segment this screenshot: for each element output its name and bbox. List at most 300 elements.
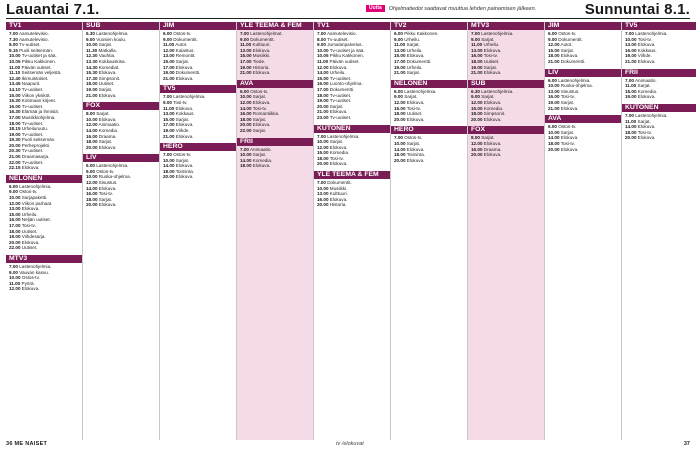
program-time: 13.00 — [163, 53, 175, 59]
program-title: Sarjat. — [329, 103, 344, 109]
listing-column — [6, 22, 82, 440]
program-title: Tiede. — [252, 58, 266, 64]
program-title: Elokuva. — [637, 58, 656, 64]
program-title: Simpsonit. — [98, 75, 121, 81]
program-title: Kulttuuri. — [329, 191, 348, 197]
program-entry — [468, 152, 544, 158]
program-title: Urheilu. — [406, 47, 423, 53]
program-time: 15.00 — [240, 53, 252, 59]
program-title: Elokuva. — [175, 64, 194, 70]
program-time: 9.00 — [86, 168, 95, 174]
program-title: Elokuva. — [98, 116, 117, 122]
program-time: 7.00 — [317, 133, 326, 139]
program-time: 11.00 — [625, 83, 637, 89]
program-time: 10.00 — [317, 185, 329, 191]
program-time: 21.00 — [548, 105, 560, 111]
program-title: Tosi-tv. — [406, 105, 421, 111]
program-title: Kulttuuri. — [252, 42, 271, 48]
program-title: Päivän uutiset. — [21, 64, 52, 70]
program-time: 19.00 — [317, 98, 329, 104]
program-time: 14.00 — [240, 157, 252, 163]
channel-block — [391, 80, 467, 123]
program-time: 18.00 — [9, 120, 21, 126]
program-title: Puoli seitsemän. — [19, 47, 53, 53]
program-title: Sarjat. — [481, 94, 495, 100]
program-title: Elokuva. — [329, 144, 348, 150]
channel-block — [545, 115, 621, 152]
program-time: 11.00 — [317, 58, 329, 64]
program-time: 16.00 — [625, 47, 637, 53]
program-time: 16.30 — [9, 109, 21, 115]
program-time: 7.00 — [163, 94, 172, 100]
program-title: Simpsonit. — [483, 111, 506, 117]
listing-column — [468, 22, 544, 440]
program-time: 12.00 — [9, 200, 21, 206]
footer-right: 37 — [683, 441, 690, 447]
program-time: 14.00 — [394, 146, 406, 152]
program-time: 22.00 — [240, 127, 252, 133]
channel-block — [83, 154, 159, 208]
program-time: 10.05 — [317, 53, 329, 59]
program-time: 23.00 — [317, 114, 329, 120]
program-time: 12.00 — [86, 122, 98, 128]
program-title: Neljän uutiset. — [21, 217, 51, 223]
channel-block — [160, 143, 236, 180]
program-title: Jumalanpalvelus. — [327, 42, 363, 48]
program-time: 10.00 — [394, 140, 406, 146]
program-time: 18.00 — [394, 152, 406, 158]
program-time: 21.00 — [9, 154, 21, 160]
program-title: Sarjat. — [175, 58, 190, 64]
program-time: 7.00 — [317, 31, 326, 36]
channel-name: NELONEN — [391, 80, 467, 88]
program-title: Historia. — [252, 64, 270, 70]
program-time: 15.00 — [471, 105, 483, 111]
program-title: Tosi-tv. — [252, 105, 267, 111]
program-title: Viikon parhaat. — [21, 200, 53, 206]
channel-block — [622, 22, 696, 65]
program-time: 13.45 — [9, 81, 21, 87]
program-title: Elokuva. — [252, 99, 271, 105]
program-entry — [237, 70, 313, 76]
program-title: Lastenohjelmia. — [96, 31, 129, 36]
program-title: Lastenohjelmia. — [173, 94, 206, 100]
program-title: Lastenohjelmia. — [327, 133, 360, 139]
program-title: Tv-uutiset. — [21, 159, 44, 165]
program-time: 8.00 — [86, 111, 95, 117]
program-time: 9.00 — [9, 269, 18, 275]
program-time: 15.00 — [163, 116, 175, 122]
program-time: 17.00 — [317, 86, 329, 92]
program-time: 12.40 — [9, 75, 21, 81]
program-title: Sarjat. — [252, 152, 267, 158]
program-title: Vauhtia. — [98, 53, 116, 59]
program-title: Tosi-tv. — [483, 53, 498, 59]
program-title: Ostos-tv. — [21, 275, 40, 281]
program-title: Elokuva. — [98, 202, 117, 208]
program-title: Lastenohjelmia. — [19, 183, 52, 189]
program-time: 7.00 — [163, 152, 172, 158]
program-time: 17.00 — [240, 58, 252, 64]
program-time: 10.05 — [9, 58, 21, 64]
program-time: 13.00 — [163, 111, 175, 117]
program-title: Lastenohjelmia. — [404, 88, 437, 94]
channel-block — [545, 22, 621, 65]
program-time: 7.00 — [394, 135, 403, 141]
program-entry — [314, 115, 390, 121]
program-time: 16.00 — [471, 146, 483, 152]
program-time: 16.00 — [548, 94, 560, 100]
program-time: 22.00 — [9, 159, 21, 165]
program-title: Urheiluruutu. — [21, 126, 49, 132]
program-title: Tv-uutiset. — [19, 42, 41, 48]
program-time: 15.00 — [163, 58, 175, 64]
program-title: Elokuva. — [98, 144, 117, 150]
program-title: Ostos-tv. — [173, 31, 192, 36]
program-title: Sarjat. — [98, 196, 113, 202]
program-title: Elokuva. — [483, 70, 502, 76]
program-title: Elokuva. — [21, 286, 40, 292]
program-time: 9.00 — [394, 94, 403, 100]
program-time: 17.00 — [9, 223, 21, 228]
program-time: 20.00 — [317, 161, 329, 167]
program-time: 9.00 — [240, 36, 249, 42]
program-title: Elokuva. — [21, 165, 40, 171]
program-time: 10.00 — [86, 116, 98, 122]
program-time: 16.00 — [317, 81, 329, 87]
channel-name: SUB — [468, 80, 544, 88]
program-time: 18.15 — [9, 126, 21, 132]
program-title: Elokuva. — [560, 105, 579, 111]
program-title: Viihde. — [175, 127, 190, 133]
program-title: Ostos-tv. — [250, 88, 269, 94]
program-note — [366, 5, 536, 12]
note-text: Ohjelmatiedot saattavat muuttua lehden painamisen jälkeen. — [388, 5, 537, 12]
channel-name: AVA — [545, 115, 621, 123]
program-title: Naapurit. — [21, 81, 41, 87]
program-time: 7.30 — [9, 36, 18, 42]
channel-name: YLE TEEMA & FEM — [314, 171, 390, 179]
program-title: Elokuva. — [252, 163, 271, 169]
program-time: 7.00 — [9, 263, 18, 269]
program-title: Pikku Kakkonen. — [404, 31, 439, 36]
channel-block — [160, 22, 236, 81]
program-time: 19.00 — [163, 127, 175, 133]
program-time: 21.00 — [471, 70, 483, 76]
program-time: 18.00 — [86, 196, 98, 202]
program-title: Elokuva. — [483, 99, 502, 105]
program-time: 6.00 — [9, 183, 18, 189]
program-time: 14.00 — [86, 127, 98, 133]
program-time: 12.00 — [163, 47, 175, 53]
program-time: 15.00 — [9, 211, 21, 217]
program-title: Lastenohjelmia. — [96, 163, 129, 169]
program-title: Komedia. — [252, 157, 273, 163]
program-time: 10.00 — [317, 47, 329, 53]
program-title: Sarjat. — [404, 94, 418, 100]
program-time: 19.00 — [625, 94, 637, 100]
program-time: 6.00 — [163, 31, 172, 36]
program-time: 19.00 — [394, 64, 406, 70]
channel-name: JIM — [160, 22, 236, 30]
program-time: 10.00 — [163, 157, 175, 163]
program-time: 18.00 — [548, 140, 560, 146]
program-title: Elokuva. — [406, 99, 425, 105]
program-time: 14.10 — [9, 86, 21, 92]
program-entry — [6, 286, 82, 292]
program-entry — [545, 59, 621, 65]
channel-block — [391, 22, 467, 76]
program-time: 18.00 — [240, 116, 252, 122]
program-time: 20.00 — [394, 157, 406, 163]
program-time: 7.00 — [625, 77, 634, 83]
program-time: 17.00 — [163, 64, 175, 70]
program-title: Aamutelevisio. — [326, 31, 357, 36]
program-time: 18.00 — [471, 58, 483, 64]
program-title: Sarjat. — [252, 94, 267, 100]
channel-block — [83, 22, 159, 98]
program-title: Elokuva. — [560, 135, 579, 141]
program-title: Autot. — [560, 42, 573, 48]
program-time: 11.00 — [163, 42, 175, 48]
program-entry — [391, 158, 467, 164]
channel-name: TV5 — [622, 22, 696, 30]
program-title: Viikon yksiköt. — [21, 92, 51, 98]
column-divider — [313, 22, 314, 440]
program-title: Komediat. — [98, 64, 120, 70]
program-title: Animaatio. — [98, 122, 121, 128]
program-title: Toiminta. — [175, 168, 195, 174]
program-time: 11.00 — [9, 280, 21, 286]
program-title: Elokuva. — [329, 196, 348, 202]
listing-column — [83, 22, 159, 440]
program-time: 6.00 — [548, 31, 557, 36]
channel-name: KUTONEN — [314, 125, 390, 133]
program-time: 18.00 — [317, 92, 329, 98]
program-time: 10.00 — [9, 275, 21, 281]
channel-name: FOX — [468, 126, 544, 134]
program-time: 16.00 — [317, 196, 329, 202]
channel-block — [468, 22, 544, 76]
program-time: 9.00 — [163, 36, 172, 42]
program-title: Viihde. — [637, 53, 652, 59]
channel-block — [314, 171, 390, 208]
program-time: 6.00 — [394, 31, 403, 36]
program-time: 6.30 — [86, 31, 95, 36]
program-title: Dokumentit. — [250, 36, 275, 42]
channel-block — [468, 126, 544, 157]
channel-name: SUB — [83, 22, 159, 30]
program-time: 18.00 — [317, 155, 329, 161]
program-title: Elokuva. — [560, 146, 579, 152]
program-title: Elokuva. — [329, 161, 348, 167]
program-entry — [314, 202, 390, 208]
channel-name: NELONEN — [6, 175, 82, 183]
program-title: Elokuva. — [483, 47, 502, 53]
program-time: 22.00 — [9, 245, 21, 251]
program-title: Tosi-tv. — [560, 94, 575, 100]
program-title: Tv-uutiset ja sää. — [329, 47, 365, 53]
program-title: Tv-uutiset ja sää. — [21, 53, 57, 59]
program-time: 18.00 — [86, 81, 98, 87]
column-divider — [467, 22, 468, 440]
program-title: Draamasarja. — [21, 154, 50, 160]
program-title: Tv-uutiset. — [21, 148, 44, 154]
program-title: Tv-uutiset. — [21, 86, 44, 92]
program-time: 12.00 — [394, 99, 406, 105]
program-title: Musiikkiohjelma. — [21, 114, 56, 120]
program-time: 13.30 — [86, 58, 98, 64]
program-title: Elokuva. — [560, 53, 579, 59]
program-entry — [314, 161, 390, 167]
channel-block — [160, 85, 236, 139]
program-time: 13.00 — [9, 206, 21, 212]
program-time: 14.30 — [86, 64, 98, 70]
channel-name: LIV — [83, 154, 159, 162]
program-time: 7.00 — [471, 31, 480, 36]
channel-name: FOX — [83, 102, 159, 110]
program-title: Sarjat. — [637, 118, 651, 124]
program-time: 21.00 — [86, 92, 98, 98]
program-title: Ostos-tv. — [19, 189, 38, 195]
program-title: Elokuva. — [175, 133, 194, 139]
program-title: Sarjat. — [481, 36, 495, 42]
program-title: Ostos-tv. — [558, 31, 577, 36]
program-entry — [237, 163, 313, 169]
program-time: 9.00 — [317, 42, 326, 48]
program-title: Kotimaan kirjeet. — [21, 98, 56, 104]
program-time: 10.00 — [9, 53, 21, 59]
program-time: 9.00 — [548, 36, 557, 42]
program-entry — [237, 128, 313, 134]
program-title: Ostos-tv. — [404, 135, 423, 141]
column-divider — [621, 22, 622, 440]
program-entry — [83, 145, 159, 151]
program-title: Sarjat. — [96, 111, 110, 117]
program-title: Tosi-tv. — [560, 140, 575, 146]
program-title: Ostos-tv. — [558, 124, 577, 130]
program-title: Tv-uutiset. — [21, 131, 44, 137]
program-title: Animaatio. — [634, 77, 657, 83]
program-title: Lastenohjelmia. — [558, 77, 591, 83]
channel-block — [6, 255, 82, 292]
program-title: Dokumentit. — [173, 36, 198, 42]
program-time: 13.00 — [548, 88, 560, 94]
program-time: 10.00 — [240, 152, 252, 158]
program-time: 22.15 — [9, 165, 21, 171]
program-time: 14.00 — [548, 135, 560, 141]
program-title: Vuosien koulu. — [96, 36, 127, 42]
program-title: Urheilu. — [329, 70, 346, 76]
program-time: 10.00 — [240, 94, 252, 100]
program-time: 7.00 — [240, 146, 249, 152]
program-time: 17.30 — [86, 75, 98, 81]
program-title: Elokuva. — [406, 116, 425, 122]
program-title: Dokumentti. — [560, 58, 586, 64]
program-time: 14.00 — [240, 105, 252, 111]
program-title: Urheilu. — [483, 42, 500, 48]
program-title: Tosi-tv. — [637, 129, 652, 135]
program-title: Tv-uutiset. — [327, 36, 349, 42]
program-title: Lastenohjelmat. — [250, 31, 283, 36]
listing-column — [237, 22, 313, 440]
program-time: 11.00 — [240, 42, 252, 48]
program-entry — [545, 147, 621, 153]
program-title: Elokuva. — [175, 174, 194, 180]
program-time: 9.15 — [9, 47, 18, 53]
program-title: Elokuva. — [483, 140, 502, 146]
program-title: Kokkauskisa. — [98, 58, 126, 64]
program-title: Sarjat. — [175, 157, 190, 163]
channel-block — [237, 80, 313, 134]
program-title: Seitsemän veljestä. — [21, 70, 62, 76]
program-title: Ostos-tv. — [96, 168, 115, 174]
program-time: 20.00 — [163, 174, 175, 180]
program-title: Viihdesarja. — [21, 234, 46, 240]
program-time: 16.00 — [9, 217, 21, 223]
header-rule — [6, 18, 690, 19]
program-title: Sarjat. — [329, 139, 344, 145]
program-title: Komedia. — [98, 127, 119, 133]
channel-name: YLE TEEMA & FEM — [237, 22, 313, 30]
program-title: Ikimuistoiset. — [21, 75, 49, 81]
program-title: Sarjat. — [98, 139, 113, 145]
program-title: Elokuva. — [252, 70, 271, 76]
program-entry — [622, 135, 696, 141]
program-time: 11.10 — [9, 70, 21, 76]
program-title: Sarjapaketti. — [21, 195, 48, 201]
footer-left: 36 ME NAISET — [6, 441, 48, 447]
channel-block — [237, 138, 313, 169]
program-title: Pyörä. — [21, 280, 35, 286]
channel-block — [391, 126, 467, 163]
program-title: Kalastus. — [175, 47, 195, 53]
program-time: 9.00 — [86, 36, 95, 42]
program-time: 12.30 — [86, 53, 98, 59]
program-title: Elokuva. — [21, 239, 40, 245]
program-title: Lastenohjelmia. — [481, 88, 514, 94]
program-title: Sarjat. — [98, 42, 113, 48]
program-title: Autot. — [175, 42, 188, 48]
program-entry — [391, 70, 467, 76]
channel-name: TV2 — [391, 22, 467, 30]
program-time: 12.00 — [471, 140, 483, 146]
program-time: 15.00 — [394, 53, 406, 59]
program-time: 6.00 — [548, 77, 557, 83]
program-title: Elokuva. — [175, 75, 194, 81]
program-time: 20.00 — [9, 239, 21, 245]
program-time: 10.00 — [548, 129, 560, 135]
program-title: Elokuva. — [175, 163, 194, 169]
program-time: 20.00 — [548, 146, 560, 152]
program-title: Elokuva. — [483, 116, 502, 122]
channel-block — [6, 22, 82, 171]
program-title: Lastenohjelmia. — [635, 112, 668, 118]
program-time: 18.00 — [394, 111, 406, 117]
program-time: 19.00 — [548, 99, 560, 105]
program-time: 8.00 — [9, 42, 18, 48]
program-time: 20.30 — [9, 148, 21, 154]
program-time: 7.00 — [625, 112, 634, 118]
program-title: Elokuva. — [252, 47, 271, 53]
program-time: 14.00 — [317, 70, 329, 76]
program-title: Elokuva. — [406, 53, 425, 59]
program-time: 10.00 — [317, 139, 329, 145]
program-time: 20.00 — [317, 202, 329, 208]
program-time: 9.00 — [9, 189, 18, 195]
program-time: 20.00 — [9, 142, 21, 148]
program-title: Sarjat. — [175, 116, 190, 122]
